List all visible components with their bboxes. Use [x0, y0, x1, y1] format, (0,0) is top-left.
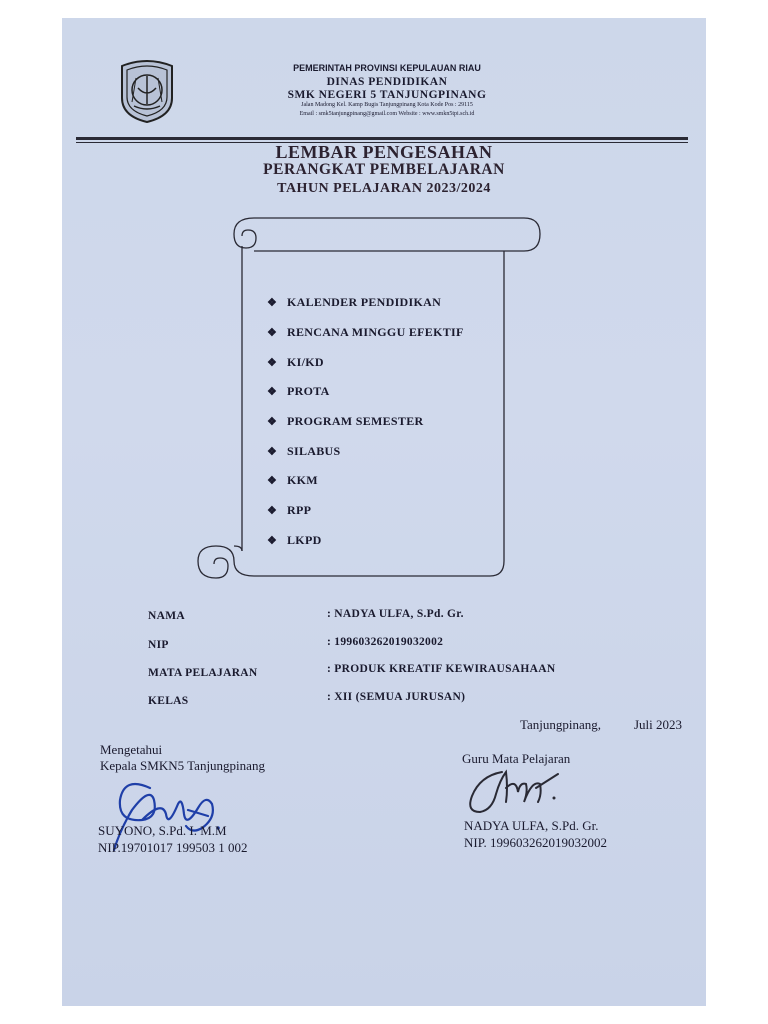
class-value: : XII (SEMUA JURUSAN): [327, 691, 466, 703]
letterhead-government: PEMERINTAH PROVINSI KEPULAUAN RIAU: [293, 63, 481, 73]
academic-year: TAHUN PELAJARAN 2023/2024: [277, 181, 491, 196]
letterhead-contact: Email : smk5tanjungpinang@gmail.com Website : www.smkn5tpi.sch.id: [299, 111, 475, 117]
letterhead-agency: DINAS PENDIDIKAN: [326, 76, 448, 88]
list-item: ❖ RPP: [267, 503, 312, 518]
document-title: LEMBAR PENGESAHAN: [275, 142, 493, 162]
name-label: NAMA: [148, 610, 185, 622]
diamond-bullet-icon: ❖: [267, 475, 278, 488]
diamond-bullet-icon: ❖: [267, 386, 278, 399]
list-item: ❖ RENCANA MINGGU EFEKTIF: [267, 325, 464, 340]
subject-label: MATA PELAJARAN: [148, 667, 258, 679]
principal-title: Kepala SMKN5 Tanjungpinang: [100, 758, 265, 773]
teacher-nip: NIP. 199603262019032002: [464, 835, 608, 850]
list-item: ❖ KALENDER PENDIDIKAN: [267, 295, 442, 310]
place-text: Tanjungpinang,: [520, 717, 602, 732]
diamond-bullet-icon: ❖: [267, 445, 278, 458]
document-page: [62, 18, 706, 1006]
principal-nip: NIP.19701017 199503 1 002: [98, 840, 248, 855]
teacher-title: Guru Mata Pelajaran: [462, 751, 571, 766]
acknowledged-label: Mengetahui: [100, 742, 163, 757]
letterhead-school: SMK NEGERI 5 TANJUNGPINANG: [287, 89, 487, 101]
list-item: ❖ LKPD: [267, 532, 322, 547]
teacher-signature-icon: [462, 758, 572, 820]
list-item: ❖ KKM: [267, 473, 318, 488]
nip-label: NIP: [148, 639, 169, 651]
nip-value: : 199603262019032002: [327, 636, 444, 648]
teacher-name: NADYA ULFA, S.Pd. Gr.: [464, 818, 599, 833]
list-item: ❖ PROTA: [267, 384, 330, 399]
diamond-bullet-icon: ❖: [267, 327, 278, 340]
document-checklist: [267, 288, 464, 555]
list-item: ❖ SILABUS: [267, 443, 341, 458]
diamond-bullet-icon: ❖: [267, 534, 278, 547]
name-value: : NADYA ULFA, S.Pd. Gr.: [327, 608, 464, 620]
principal-name: SUYONO, S.Pd. I. M.M: [98, 823, 227, 838]
letterhead-address: Jalan Madong Kel. Kamp Bugis Tanjungpinang Kota Kode Pos : 29115: [301, 102, 473, 108]
list-item: ❖ KI/KD: [267, 354, 324, 369]
class-label: KELAS: [148, 695, 189, 707]
diamond-bullet-icon: ❖: [267, 297, 278, 310]
diamond-bullet-icon: ❖: [267, 356, 278, 369]
document-subtitle: PERANGKAT PEMBELAJARAN: [263, 161, 505, 178]
list-item: ❖ PROGRAM SEMESTER: [267, 414, 424, 429]
provincial-emblem-logo: [116, 58, 178, 124]
date-text: Juli 2023: [634, 717, 683, 732]
diamond-bullet-icon: ❖: [267, 505, 278, 518]
diamond-bullet-icon: ❖: [267, 416, 278, 429]
letterhead-thick-rule: [76, 137, 688, 140]
subject-value: : PRODUK KREATIF KEWIRAUSAHAAN: [327, 663, 556, 675]
